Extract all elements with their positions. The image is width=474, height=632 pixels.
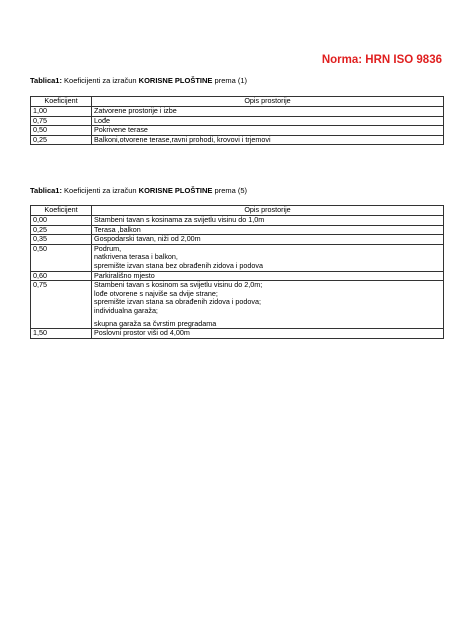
table1-caption bbox=[30, 76, 247, 85]
table2-caption-bold: KORISNE PLOŠTINE bbox=[138, 186, 213, 195]
table-header-row bbox=[31, 206, 444, 216]
description-line: lođe otvorene s najviše sa dvije strane; bbox=[94, 288, 218, 298]
norm-title: Norma: HRN ISO 9836 bbox=[321, 54, 442, 66]
table-row bbox=[31, 135, 444, 145]
column-header-description: Opis prostorije bbox=[92, 97, 444, 107]
table-row bbox=[31, 216, 444, 226]
description-line: Lođe bbox=[94, 115, 110, 125]
description-line: Gospodarski tavan, niži od 2,00m bbox=[94, 234, 201, 244]
coefficient-cell: 0,00 bbox=[31, 216, 92, 226]
description-cell bbox=[92, 135, 444, 145]
description-line: Zatvorene prostorije i izbe bbox=[94, 106, 177, 115]
description-line: Pokrivene terase bbox=[94, 125, 148, 135]
table-row bbox=[31, 281, 444, 329]
description-line: Poslovni prostor viši od 4,00m bbox=[94, 328, 190, 338]
table-row bbox=[31, 235, 444, 245]
description-line: Podrum, bbox=[94, 243, 122, 253]
table1-caption-suffix: prema (1) bbox=[212, 76, 248, 85]
table-row bbox=[31, 107, 444, 117]
description-line: spremište izvan stana sa obrađenih zidova i podova; bbox=[94, 297, 262, 307]
coefficient-cell: 0,50 bbox=[31, 244, 92, 271]
description-line: natkrivena terasa i balkon, bbox=[94, 252, 178, 262]
coefficient-table-1 bbox=[30, 96, 444, 145]
coefficient-cell: 1,50 bbox=[31, 329, 92, 339]
column-header-description: Opis prostorije bbox=[92, 206, 444, 216]
coefficient-cell: 0,50 bbox=[31, 126, 92, 136]
description-cell bbox=[92, 126, 444, 136]
description-cell bbox=[92, 107, 444, 117]
description-cell bbox=[92, 281, 444, 329]
description-cell bbox=[92, 216, 444, 226]
coefficient-cell: 1,00 bbox=[31, 107, 92, 117]
coefficient-cell: 0,25 bbox=[31, 225, 92, 235]
table-row bbox=[31, 225, 444, 235]
description-line: Stambeni tavan s kosinom sa svijetlu visinu do 2,0m; bbox=[94, 280, 263, 290]
coefficient-cell: 0,25 bbox=[31, 135, 92, 145]
table-row bbox=[31, 329, 444, 339]
description-cell bbox=[92, 329, 444, 339]
coefficient-cell: 0,75 bbox=[31, 116, 92, 126]
table-row bbox=[31, 126, 444, 136]
table1-caption-bold: KORISNE PLOŠTINE bbox=[138, 76, 213, 85]
coefficient-table-2 bbox=[30, 205, 444, 339]
description-line: spremište izvan stana bez obrađenih zidova i podova bbox=[94, 260, 264, 270]
table-header-row bbox=[31, 97, 444, 107]
description-cell bbox=[92, 244, 444, 271]
description-line: Balkoni,otvorene terase,ravni prohodi, krovovi i trjemovi bbox=[94, 134, 271, 144]
description-cell bbox=[92, 235, 444, 245]
description-line: Terasa ,balkon bbox=[94, 224, 141, 234]
description-line: Parkirališno mjesto bbox=[94, 270, 155, 280]
coefficient-cell: 0,75 bbox=[31, 281, 92, 329]
table1-caption-text: Koeficijenti za izračun bbox=[61, 76, 139, 85]
table2-caption-suffix: prema (5) bbox=[212, 186, 248, 195]
column-header-coefficient: Koeficijent bbox=[31, 206, 92, 216]
description-line: Stambeni tavan s kosinama za svijetlu visinu do 1,0m bbox=[94, 215, 265, 224]
table-row bbox=[31, 116, 444, 126]
coefficient-cell: 0,35 bbox=[31, 235, 92, 245]
description-line: skupna garaža sa čvrstim pregradama bbox=[94, 318, 217, 328]
table-row bbox=[31, 244, 444, 271]
column-header-coefficient: Koeficijent bbox=[31, 97, 92, 107]
table2-caption-text: Koeficijenti za izračun bbox=[61, 186, 139, 195]
description-line: individualna garaža; bbox=[94, 305, 158, 315]
table1-caption-prefix: Tablica1: bbox=[30, 76, 62, 85]
table2-caption-prefix: Tablica1: bbox=[30, 186, 62, 195]
coefficient-cell: 0,60 bbox=[31, 271, 92, 281]
table2-caption bbox=[30, 186, 247, 195]
